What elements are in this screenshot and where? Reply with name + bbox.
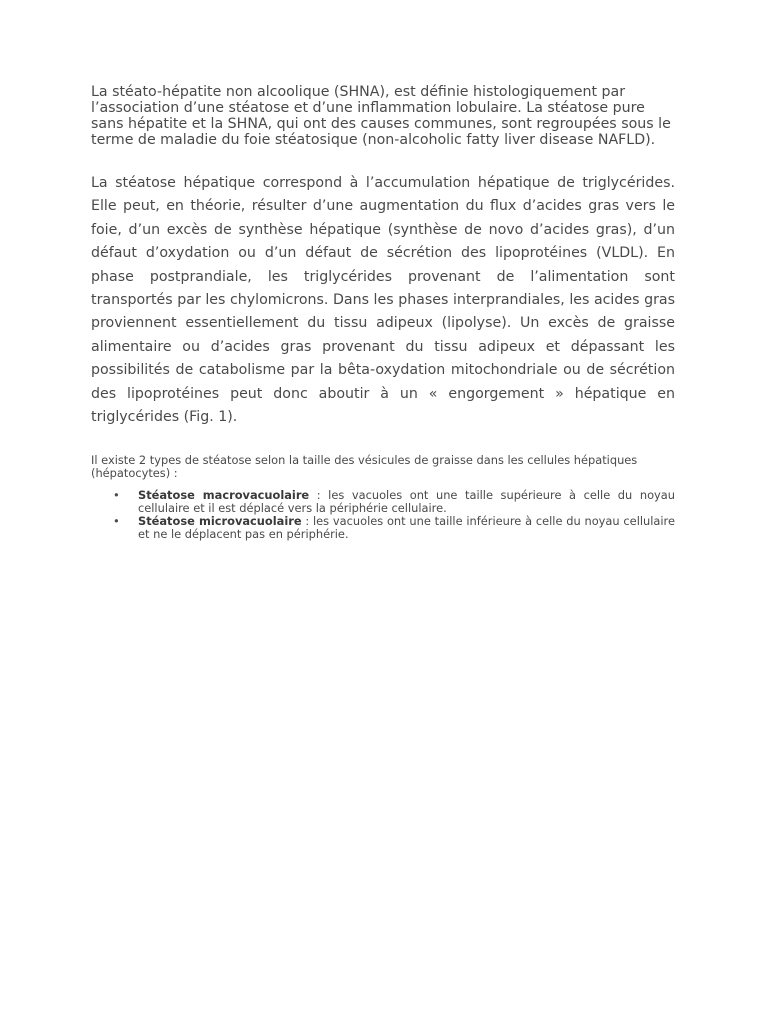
- bullet-icon: •: [113, 514, 120, 529]
- intro-paragraph: La stéato-hépatite non alcoolique (SHNA), est définie histologiquement par l’association d’une stéatose et d’une inflammation lobulaire. La stéatose pure sans hépatite et la SHNA, qui ont des causes communes, sont regroupées sous le terme de maladie du foie stéatosique (non-alcoholic fatty liver disease NAFLD).: [91, 84, 671, 148]
- document-page: [91, 84, 675, 541]
- bullet-icon: •: [113, 488, 120, 503]
- types-intro-paragraph: Il existe 2 types de stéatose selon la taille des vésicules de graisse dans les cellules hépatiques (hépatocytes) :: [91, 453, 638, 481]
- steatosis-types-list: [91, 489, 675, 541]
- list-item-text: : les vacuoles ont une taille inférieure à celle du noyau cellulaire et ne le déplacent pas en périphérie.: [138, 514, 675, 542]
- list-item: [91, 515, 675, 541]
- list-item: [91, 489, 675, 515]
- list-item-term: Stéatose microvacuolaire: [138, 514, 302, 529]
- list-item-term: Stéatose macrovacuolaire: [138, 488, 310, 503]
- body-paragraph: La stéatose hépatique correspond à l’accumulation hépatique de triglycérides. Elle peut, en théorie, résulter d’une augmentation du flux d’acides gras vers le foie, d’un excès de synthèse hépatique (synthèse de novo d’acides gras), d’un défaut d’oxydation ou d’un défaut de sécrétion des lipoprotéines (VLDL). En phase postprandiale, les triglycérides provenant de l’alimentation sont transportés par les chylomicrons. Dans les phases interprandiales, les acides gras proviennent essentiellement du tissu adipeux (lipolyse). Un excès de graisse alimentaire ou d’acides gras provenant du tissu adipeux et dépassant les possibilités de catabolisme par la bêta-oxydation mitochondriale ou de sécrétion des lipoprotéines peut donc aboutir à un « engorgement » hépatique en triglycérides (Fig. 1).: [91, 175, 675, 426]
- list-item-text: : les vacuoles ont une taille supérieure à celle du noyau cellulaire et il est déplacé vers la périphérie cellulaire.: [138, 488, 675, 516]
